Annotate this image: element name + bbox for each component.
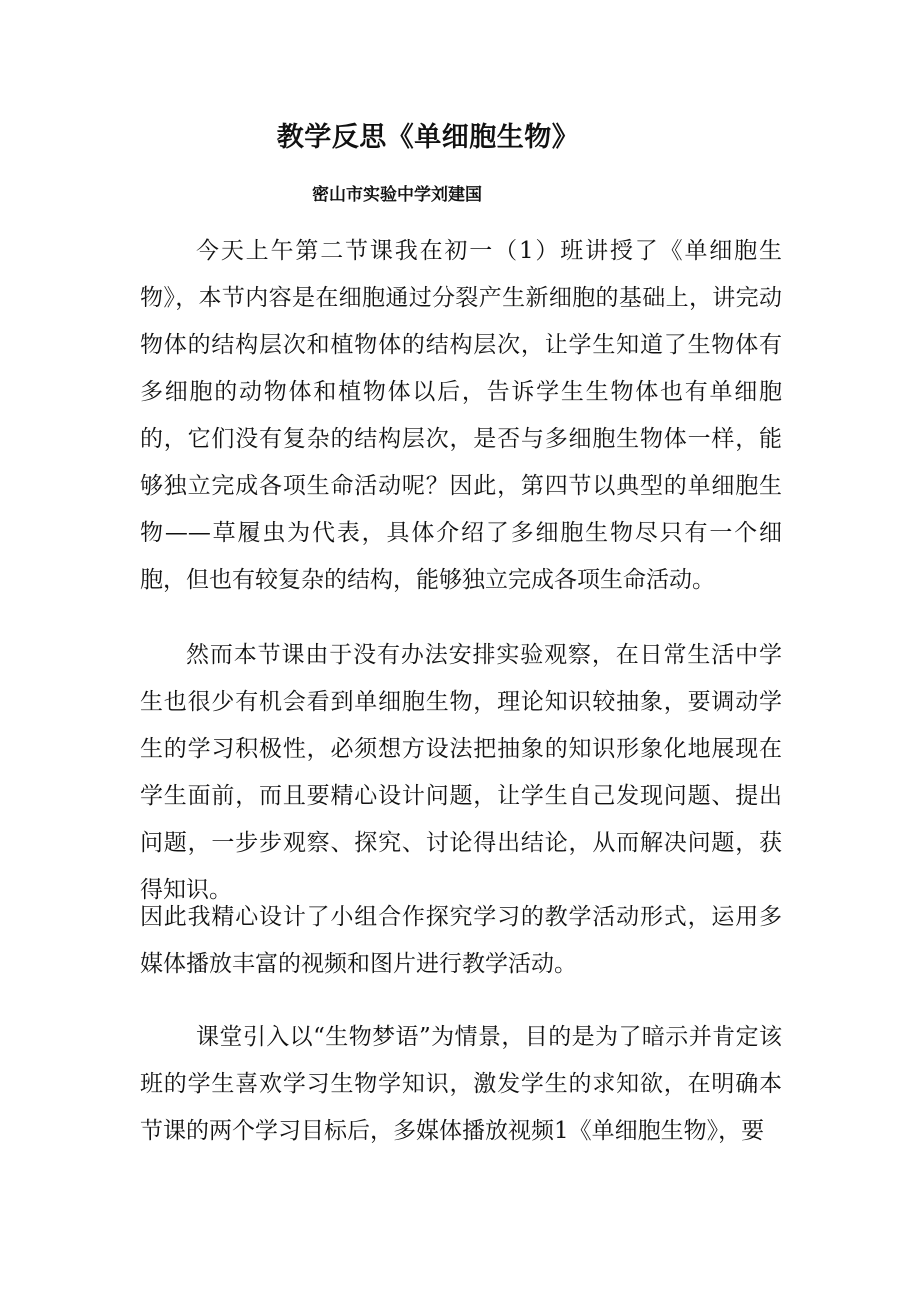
paragraph-2: 然而本节课由于没有办法安排实验观察，在日常生活中学生也很少有机会看到单细胞生物，理论知识较抽象，要调动学生的学习积极性，必须想方设法把抽象的知识形象化地展现在学生面前，而且要精心设计问题，让学生自己发现问题、提出问题，一步步观察、探究、讨论得出结论，从而解决问题，获得知识。 [140,642,782,903]
paragraph-3: 因此我精心设计了小组合作探究学习的教学活动形式，运用多媒体播放丰富的视频和图片进行教学活动。 [140,904,782,977]
author-line: 密山市实验中学刘建国 [312,185,482,205]
paragraph-1: 今天上午第二节课我在初一（1）班讲授了《单细胞生物》，本节内容是在细胞通过分裂产生新细胞的基础上，讲完动物体的结构层次和植物体的结构层次，让学生知道了生物体有多细胞的动物体和植物体以后，告诉学生生物体也有单细胞的，它们没有复杂的结构层次，是否与多细胞生物体一样，能够独立完成各项生命活动呢？因此，第四节以典型的单细胞生物——草履虫为代表，具体介绍了多细胞生物尽只有一个细胞，但也有较复杂的结构，能够独立完成各项生命活动。 [140,238,782,593]
paragraph-4: 课堂引入以“生物梦语”为情景，目的是为了暗示并肯定该班的学生喜欢学习生物学知识，激发学生的求知欲，在明确本节课的两个学习目标后，多媒体播放视频1《单细胞生物》，要 [140,1024,782,1144]
document-title: 教学反思《单细胞生物》 [276,122,580,153]
